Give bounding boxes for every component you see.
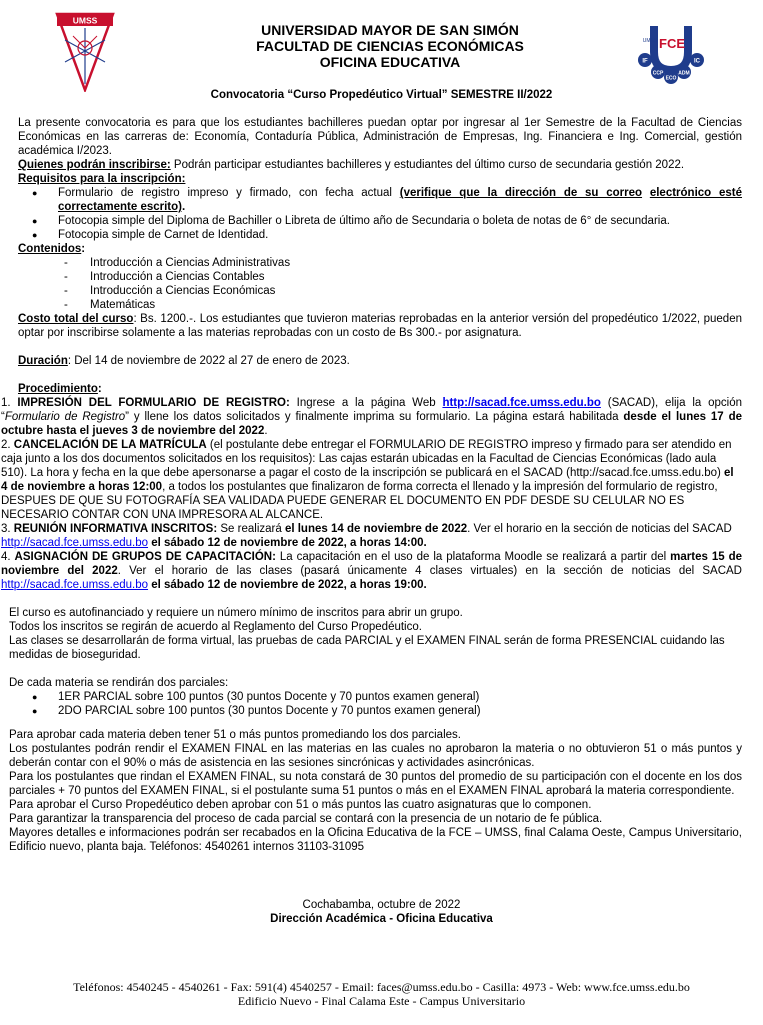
sacad-link[interactable]: http://sacad.fce.umss.edu.bo <box>442 397 601 409</box>
fce-ring-if: IF <box>642 58 648 65</box>
fce-ring-ic: IC <box>694 58 700 65</box>
step-4-number: 4. <box>1 551 15 563</box>
rule-3: Para los postulantes que rindan el EXAMEN FINAL, su nota constará de 30 puntos del promedio de su participación con el docente en los dos parciales + 70 puntos del EXAMEN FINAL, si el postulante suma 51 puntos o más en el EXAMEN FINAL aprobará la materia correspondiente. <box>9 771 742 797</box>
step-1-text-b: (SACAD), elija la opción “ <box>1 397 742 423</box>
procedimiento-step-4 <box>1 550 742 592</box>
req-item1-bold-a: (verifique que la dirección de su correo <box>399 187 643 199</box>
university-name: UNIVERSIDAD MAYOR DE SAN SIMÓN <box>261 22 519 38</box>
faculty-name: FACULTAD DE CIENCIAS ECONÓMICAS <box>256 38 524 54</box>
step-3-end: . <box>423 537 427 549</box>
procedimiento-label: Procedimiento <box>18 383 98 395</box>
place-date: Cochabamba, octubre de 2022 <box>302 899 461 911</box>
procedimiento-step-1 <box>1 396 742 438</box>
notes-block <box>9 606 742 854</box>
note-3: Las clases se desarrollarán de forma virtual, las pruebas de cada PARCIAL y el EXAMEN FINAL serán de forma PRESENCIAL cuidando las medidas de bioseguridad. <box>9 635 725 661</box>
step-2-text-b: , a todos los postulantes que finalizaron de forma correcta el llenado y la impresión del formulario de registro, DESPUES DE QUE SU FOTOGRAFÍA SEA VALIDADA PUEDE GENERAR EL DOCUMENTO EN PDF DESDE SU CELULAR NO ES NECESARIO CONTAR CON UNA IMPRESORA AL ALCANCE. <box>1 481 718 521</box>
step-1-italic: Formulario de Registro <box>4 411 126 423</box>
rule-5: Para garantizar la transparencia del proceso de cada parcial se contará con la presencia de un notario de fe pública. <box>9 813 603 825</box>
procedimiento-heading <box>18 382 742 396</box>
step-4-bold: martes 15 de noviembre del 2022 <box>1 551 742 577</box>
step-4-text-a: La capacitación en el uso de la plataforma Moodle se realizará a partir del <box>275 551 671 563</box>
step-3-bold: el lunes 14 de noviembre de 2022 <box>284 523 468 535</box>
fce-logo <box>636 22 706 84</box>
procedimiento-colon: : <box>97 383 102 395</box>
contenidos-colon: : <box>81 243 86 255</box>
step-1-number: 1. <box>1 397 18 409</box>
list-item: ● 1ER PARCIAL sobre 100 puntos (30 puntos Docente y 70 puntos examen general) <box>58 690 742 704</box>
rule-1: Para aprobar cada materia deben tener 51 o más puntos promediando los dos parciales. <box>9 729 461 741</box>
document-body <box>1 116 743 854</box>
step-3-number: 3. <box>1 523 14 535</box>
institution-header <box>180 22 600 70</box>
sacad-link[interactable]: http://sacad.fce.umss.edu.bo <box>1 579 149 591</box>
umss-logo-text: UMSS <box>72 15 98 26</box>
umss-shield-icon <box>55 12 115 92</box>
step-4-title: ASIGNACIÓN DE GRUPOS DE CAPACITACIÓN: <box>14 551 276 563</box>
list-item: - Introducción a Ciencias Contables <box>90 270 742 284</box>
procedimiento-step-3 <box>1 522 742 550</box>
fce-logo-main: FCE <box>659 36 685 51</box>
signature-block <box>0 898 763 926</box>
convocatoria-title: Convocatoria “Curso Propedéutico Virtual” SEMESTRE II/2022 <box>210 89 553 101</box>
step-2-title: CANCELACIÓN DE LA MATRÍCULA <box>13 439 207 451</box>
step-2-bold: el 4 de noviembre a horas 12:00 <box>1 467 734 493</box>
costo-text: : Bs. 1200.-. Los estudiantes que tuvieron materias reprobadas en la anterior versión del propedéutico 1/2022, pueden optar por inscribirse solamente a las materias reprobadas con un costo de Bs 300.- por asignatura. <box>18 313 742 339</box>
step-1-text-c: ” y llene los datos solicitados y finalmente imprima su formulario. La página estará habilitada <box>125 411 624 423</box>
list-item: - Introducción a Ciencias Económicas <box>90 284 742 298</box>
duracion-paragraph <box>18 354 742 368</box>
step-3-text-a: Se realizará <box>217 523 285 535</box>
step-2-number: 2. <box>1 439 14 451</box>
req-item1-bold-b: electrónico esté correctamente escrito) <box>58 187 743 213</box>
page-footer <box>0 980 763 1008</box>
step-1-end: . <box>264 425 268 437</box>
list-item: - Introducción a Ciencias Administrativas <box>90 256 742 270</box>
parciales-list <box>9 690 742 718</box>
step-3-text-b: . Ver el horario en la sección de noticias del SACAD <box>467 523 732 535</box>
step-3-title: REUNIÓN INFORMATIVA INSCRITOS: <box>13 523 218 535</box>
contenidos-heading <box>18 242 742 256</box>
contenidos-list <box>18 256 742 312</box>
note-2: Todos los inscritos se regirán de acuerdo al Reglamento del Curso Propedéutico. <box>9 621 422 633</box>
quienes-paragraph <box>18 158 742 172</box>
list-item <box>58 186 742 214</box>
rule-4: Para aprobar el Curso Propedéutico deben aprobar con 51 o más puntos las cuatro asignaturas que lo componen. <box>9 799 592 811</box>
fce-ring-adm: ADM <box>678 70 690 77</box>
rule-2: Los postulantes podrán rendir el EXAMEN FINAL en las materias en las cuales no aprobaron la materia o no obtuvieron 51 o más puntos y deberán contar con el 90% o más de asistencia en las sesiones sincrónicas y actividades asincrónicas. <box>9 743 742 769</box>
duracion-text: : Del 14 de noviembre de 2022 al 27 de enero de 2023. <box>67 355 350 367</box>
costo-label: Costo total del curso <box>18 313 134 325</box>
note-1: El curso es autofinanciado y requiere un número mínimo de inscritos para abrir un grupo. <box>9 607 463 619</box>
contenidos-label: Contenidos <box>18 243 82 255</box>
list-item: ● Fotocopia simple de Carnet de Identidad. <box>58 228 742 242</box>
req-item1-space <box>642 187 650 199</box>
step-4-bold-2: el sábado 12 de noviembre de 2022, a horas 19:00. <box>148 579 427 591</box>
umss-logo <box>55 12 115 92</box>
list-item: - Matemáticas <box>90 298 742 312</box>
fce-ring-eco: ECO <box>665 75 677 82</box>
footer-contact: Teléfonos: 4540245 - 4540261 - Fax: 591(4) 4540257 - Email: faces@umss.edu.bo - Casilla: 4973 - Web: www.fce.umss.edu.bo <box>73 980 690 994</box>
footer-address: Edificio Nuevo - Final Calama Este - Campus Universitario <box>237 994 526 1008</box>
quienes-label: Quienes podrán inscribirse: <box>18 159 171 171</box>
parciales-intro: De cada materia se rendirán dos parciales: <box>9 677 229 689</box>
fce-ring-ccp: CCP <box>652 70 664 77</box>
quienes-text: Podrán participar estudiantes bachilleres y estudiantes del último curso de secundaria gestión 2022. <box>170 159 685 171</box>
step-1-title: IMPRESIÓN DEL FORMULARIO DE REGISTRO: <box>17 397 290 409</box>
step-4-text-b: . Ver el horario de las clases (pasará únicamente 4 clases virtuales) en la sección de noticias del SACAD <box>117 565 742 577</box>
list-item: ● Fotocopia simple del Diploma de Bachiller o Libreta de último año de Secundaria o boleta de notas de 6° de secundaria. <box>58 214 742 228</box>
requisitos-list <box>18 186 742 242</box>
office-name: OFICINA EDUCATIVA <box>319 54 461 70</box>
step-2-text-a: (el postulante debe entregar el FORMULARIO DE REGISTRO impreso y firmado para ser atendido en caja junto a los dos documentos solicitados en los requisitos): Las cajas estarán ubicadas en la Facultad de Ciencias Económicas (lado aula 510). La hora y fecha en la que debe apersonarse a pagar el costo de la inscripción se publicará en el SACAD (http://sacad.fce.umss.edu.bo) <box>1 439 732 479</box>
req-item1-text: Formulario de registro impreso y firmado, con fecha actual <box>58 187 400 199</box>
costo-paragraph <box>18 312 742 340</box>
fce-logo-side: UMSS <box>642 38 658 44</box>
duracion-label: Duración <box>18 355 68 367</box>
sacad-link[interactable]: http://sacad.fce.umss.edu.bo <box>1 537 149 549</box>
signing-office: Dirección Académica - Oficina Educativa <box>270 913 493 925</box>
step-3-bold-2: el sábado 12 de noviembre de 2022, a horas 14:00 <box>148 537 424 549</box>
fce-emblem-icon <box>636 22 706 84</box>
req-item1-end: . <box>182 201 186 213</box>
list-item: ● 2DO PARCIAL sobre 100 puntos (30 puntos Docente y 70 puntos examen general) <box>58 704 742 718</box>
step-1-bold: desde el lunes 17 de octubre hasta el jueves 3 de noviembre del 2022 <box>1 411 742 437</box>
procedimiento-step-2 <box>1 438 742 522</box>
requisitos-label: Requisitos para la inscripción: <box>18 173 186 185</box>
intro-paragraph: La presente convocatoria es para que los estudiantes bachilleres puedan optar por ingresar al 1er Semestre de la Facultad de Ciencias Económicas en las carreras de: Economía, Contaduría Pública, Administración de Empresas, Ing. Financiera e Ing. Comercial, gestión académica I/2023. <box>18 117 742 157</box>
step-1-text-a: Ingrese a la página Web <box>289 397 443 409</box>
rule-6: Mayores detalles e informaciones podrán ser recabados en la Oficina Educativa de la FCE – UMSS, final Calama Oeste, Campus Universitario, Edificio nuevo, planta baja. Teléfonos: 4540261 internos 31103-31095 <box>9 827 742 853</box>
